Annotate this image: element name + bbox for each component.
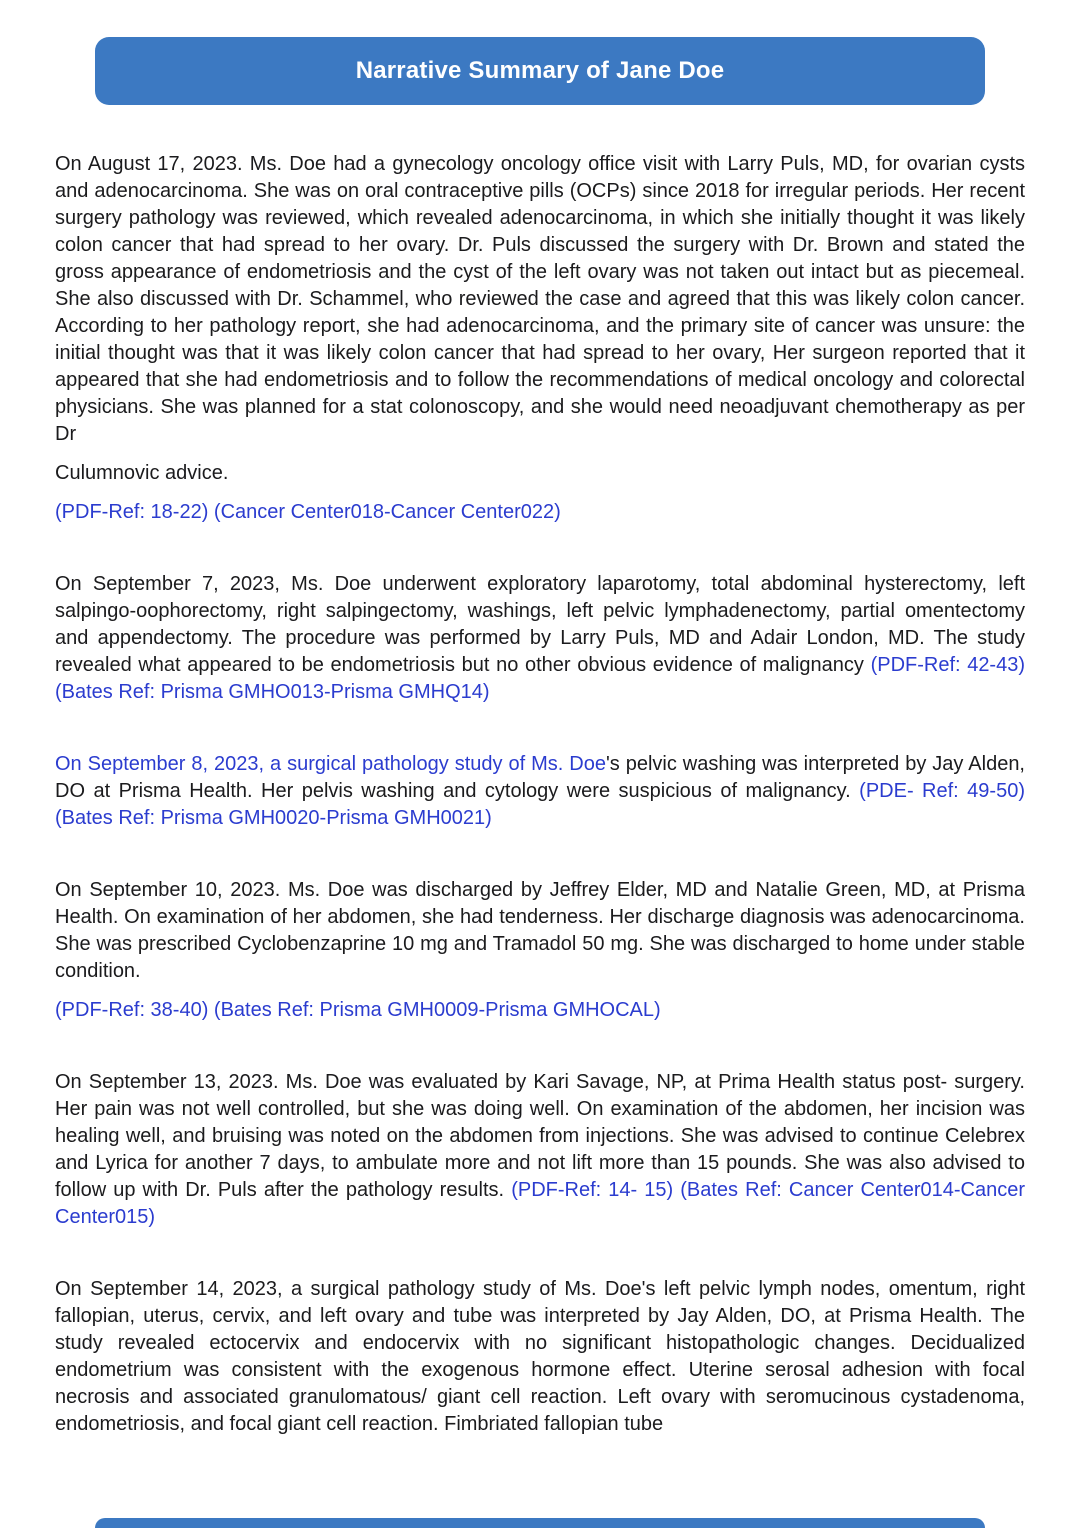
text-segment: On August 17, 2023. Ms. Doe had a gynecology oncology office visit with Larry Puls, MD, for ovarian cysts and adenocarcinoma. She was on oral contraceptive pills (OCPs) since 2018 for irregular periods. Her recent surgery pathology was reviewed, which revealed adenocarcinoma, in which she initially thought it was likely colon cancer that had spread to her ovary. Dr. Puls discussed the surgery with Dr. Brown and stated the gross appearance of endometriosis and the cyst of the left ovary was not taken out intact but as piecemeal. She also discussed with Dr. Schammel, who reviewed the case and agreed that this was likely colon cancer. According to her pathology report, she had adenocarcinoma, and the primary site of cancer was unsure: the initial thought was that it was likely colon cancer that had spread to her ovary, Her surgeon reported that it appeared that she had endometriosis and to follow the recommendations of medical oncology and colorectal physicians. She was planned for a stat colonoscopy, and she would need neoadjuvant chemotherapy as per Dr [55, 153, 1025, 445]
citation-ref[interactable]: (PDF-Ref: 38-40) (Bates Ref: Prisma GMH0009-Prisma GMHOCAL) [55, 999, 661, 1021]
citation-ref[interactable]: (PDF-Ref: 42-43) (Bates Ref: Prisma GMHO013-Prisma GMHQ14) [55, 654, 1026, 703]
paragraph-advice [55, 460, 1025, 487]
paragraph-visit-2023-08-17 [55, 151, 1025, 448]
text-segment: On September 14, 2023, a surgical pathology study of Ms. Doe's left pelvic lymph nodes, omentum, right fallopian, uterus, cervix, and left ovary and tube was interpreted by Jay Alden, DO, at Prisma Health. The study revealed ectocervix and endocervix with no significant histopathologic changes. Decidualized endometrium was consistent with the exogenous hormone effect. Uterine serosal adhesion with focal necrosis and associated granulomatous/ giant cell reaction. Left ovary with seromucinous cystadenoma, endometriosis, and focal giant cell reaction. Fimbriated fallopian tube [55, 1278, 1025, 1435]
text-segment: On September 10, 2023. Ms. Doe was discharged by Jeffrey Elder, MD and Natalie Green, MD, at Prisma Health. On examination of her abdomen, she had tenderness. Her discharge diagnosis was adenocarcinoma. She was prescribed Cyclobenzaprine 10 mg and Tramadol 50 mg. She was discharged to home under stable condition. [55, 879, 1025, 982]
text-segment: On September 7, 2023, Ms. Doe underwent exploratory laparotomy, total abdominal hysterectomy, left salpingo-oophorectomy, right salpingectomy, washings, left pelvic lymphadenectomy, partial omentectomy and appendectomy. The procedure was performed by Larry Puls, MD and Adair London, MD. The study revealed what appeared to be endometriosis but no other obvious evidence of malignancy [55, 573, 1025, 676]
text-segment: Culumnovic advice. [55, 462, 229, 484]
citation-ref[interactable]: (PDF-Ref: 14- 15) (Bates Ref: Cancer Center014-Cancer Center015) [55, 1179, 1025, 1228]
citation-line [55, 499, 1025, 526]
citation-ref[interactable]: (PDF-Ref: 18-22) (Cancer Center018-Cancer Center022) [55, 501, 561, 523]
title-banner [95, 37, 985, 105]
paragraph-pathology-2023-09-14 [55, 1276, 1025, 1438]
page-title: Narrative Summary of Jane Doe [355, 57, 725, 84]
next-section-banner [95, 1518, 985, 1528]
citation-ref[interactable]: On September 8, 2023, a surgical pathology study of Ms. Doe [55, 753, 606, 775]
paragraph-discharge-2023-09-10 [55, 877, 1025, 985]
document-body [55, 151, 1025, 1438]
citation-line [55, 997, 1025, 1024]
paragraph-evaluation-2023-09-13 [55, 1069, 1025, 1231]
paragraph-surgery-2023-09-07 [55, 571, 1025, 706]
citation-ref[interactable]: (PDE- Ref: 49-50) (Bates Ref: Prisma GMH0020-Prisma GMH0021) [55, 780, 1025, 829]
text-segment: On September 13, 2023. Ms. Doe was evaluated by Kari Savage, NP, at Prima Health status post- surgery. Her pain was not well controlled, but she was doing well. On examination of the abdomen, her incision was healing well, and bruising was noted on the abdomen from injections. She was advised to continue Celebrex and Lyrica for another 7 days, to ambulate more and not lift more than 15 pounds. She was also advised to follow up with Dr. Puls after the pathology results. [55, 1071, 1025, 1201]
text-segment: 's pelvic washing was interpreted by Jay Alden, DO at Prisma Health. Her pelvis washing and cytology were suspicious of malignancy. [55, 753, 1025, 802]
paragraph-pathology-2023-09-08 [55, 751, 1025, 832]
